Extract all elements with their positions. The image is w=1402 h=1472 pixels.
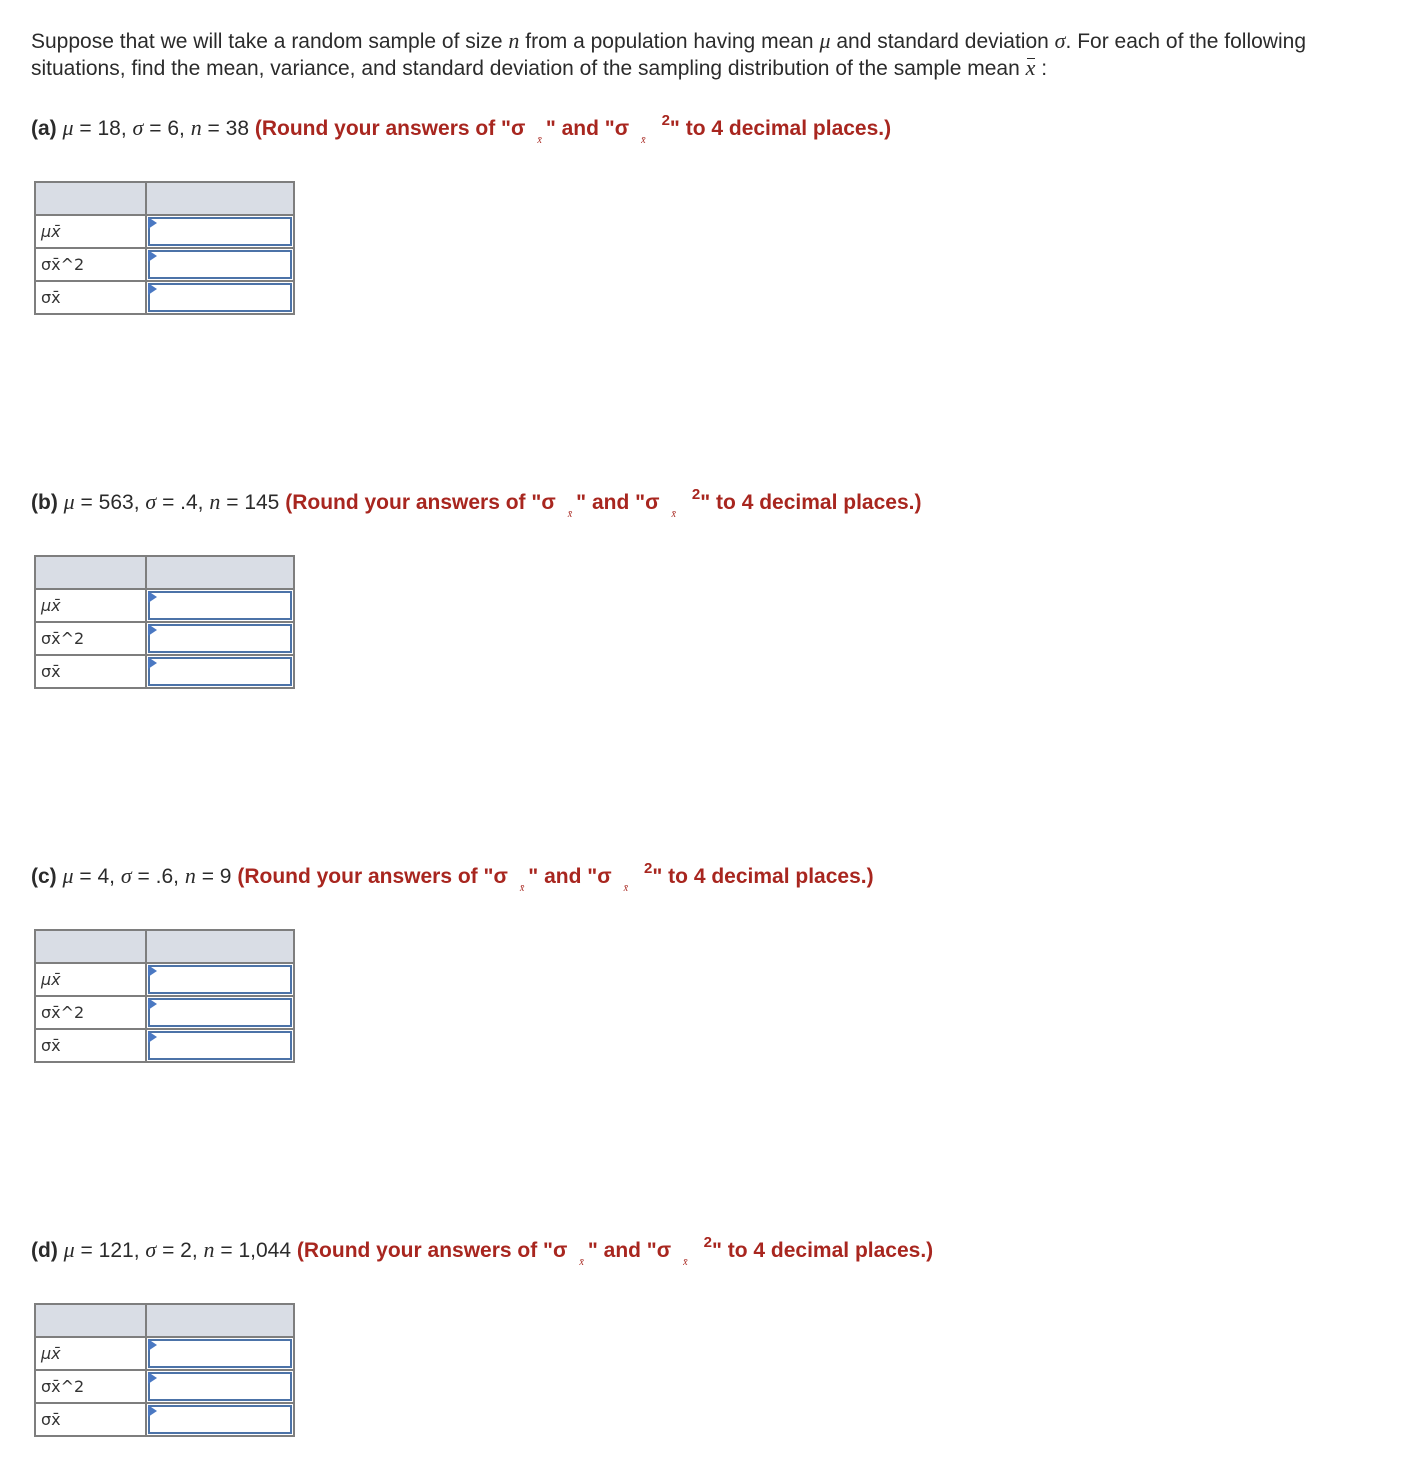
table-row	[35, 1370, 294, 1403]
std-dev-label: σx̄	[35, 655, 146, 688]
sigma-symbol: σ	[132, 115, 144, 140]
part-label: (d)	[31, 1239, 58, 1262]
variance-label: σx̄^2	[35, 996, 146, 1029]
mean-input-box	[148, 1339, 292, 1368]
part-c	[31, 860, 1391, 1055]
table-header-row	[35, 1304, 294, 1337]
part-label: (a)	[31, 117, 57, 140]
table-row	[35, 248, 294, 281]
mean-input[interactable]	[150, 967, 290, 992]
equals: =	[74, 1239, 99, 1262]
equals: =	[214, 1239, 239, 1262]
intro-n-symbol: n	[508, 28, 520, 53]
rounding-instruction: (Round your answers of "$\sigma_{x̄}$" and "$\sigma_{x̄}^2$" to 4 decimal places.)	[296, 1234, 934, 1268]
std-dev-input[interactable]	[150, 285, 290, 310]
answer-flag-icon	[148, 1372, 157, 1384]
intro-sigma-symbol: σ	[1054, 28, 1066, 53]
mean-input-box	[148, 591, 292, 620]
intro-text-1: Suppose that we will take a random sample of size	[31, 30, 509, 53]
table-row	[35, 622, 294, 655]
sigma-symbol: σ	[145, 489, 157, 514]
sigma-value: 6,	[167, 117, 185, 140]
answer-flag-icon	[148, 965, 157, 977]
equals: =	[195, 865, 220, 888]
question-line	[31, 862, 1391, 895]
variance-input-box	[148, 1372, 292, 1401]
variance-input-box	[148, 998, 292, 1027]
table-row	[35, 655, 294, 688]
part-b	[31, 486, 1391, 681]
equals: =	[156, 1239, 181, 1262]
equals: =	[220, 491, 245, 514]
variance-input[interactable]	[150, 626, 290, 651]
answer-flag-icon	[148, 591, 157, 603]
n-symbol: n	[184, 863, 196, 888]
intro-mu-symbol: μ	[819, 28, 831, 53]
n-value: 9	[219, 865, 232, 888]
answer-flag-icon	[148, 217, 157, 229]
answer-flag-icon	[148, 624, 157, 636]
equals: =	[131, 865, 156, 888]
intro-text-2: from a population having mean	[519, 30, 820, 53]
std-dev-input-box	[148, 1031, 292, 1060]
intro-xbar-symbol: x	[1025, 55, 1036, 80]
sigma-value: 2,	[180, 1239, 198, 1262]
part-a	[31, 112, 1391, 307]
variance-input-box	[148, 250, 292, 279]
mu-value: 563,	[98, 491, 140, 514]
part-d	[31, 1234, 1391, 1429]
answer-table	[34, 181, 295, 315]
intro-text-5: :	[1035, 57, 1048, 80]
table-header-row	[35, 930, 294, 963]
equals: =	[143, 117, 168, 140]
n-value: 1,044	[238, 1239, 292, 1262]
mu-value: 18,	[97, 117, 127, 140]
intro-text-3: and standard deviation	[830, 30, 1055, 53]
rounding-instruction: (Round your answers of "$\sigma_{x̄}$" and "$\sigma_{x̄}^2$" to 4 decimal places.)	[285, 486, 922, 520]
mean-label: μx̄	[35, 963, 146, 996]
equals: =	[73, 117, 98, 140]
mean-label: μx̄	[35, 215, 146, 248]
answer-flag-icon	[148, 657, 157, 669]
mean-input-box	[148, 965, 292, 994]
variance-label: σx̄^2	[35, 1370, 146, 1403]
answer-flag-icon	[148, 1339, 157, 1351]
equals: =	[74, 491, 99, 514]
mean-input[interactable]	[150, 1341, 290, 1366]
table-row	[35, 963, 294, 996]
answer-flag-icon	[148, 1405, 157, 1417]
part-label: (b)	[31, 491, 58, 514]
table-header-row	[35, 182, 294, 215]
mean-label: μx̄	[35, 589, 146, 622]
std-dev-input-box	[148, 1405, 292, 1434]
mean-input[interactable]	[150, 593, 290, 618]
variance-input[interactable]	[150, 1000, 290, 1025]
table-row	[35, 215, 294, 248]
sigma-value: .6,	[155, 865, 180, 888]
problem-intro	[31, 28, 1381, 82]
mean-input[interactable]	[150, 219, 290, 244]
std-dev-input-box	[148, 283, 292, 312]
answer-flag-icon	[148, 1031, 157, 1043]
mu-symbol: μ	[63, 1237, 75, 1262]
mean-label: μx̄	[35, 1337, 146, 1370]
rounding-instruction: (Round your answers of "$\sigma_{x̄}$" and "$\sigma_{x̄}^2$" to 4 decimal places.)	[254, 112, 892, 146]
std-dev-label: σx̄	[35, 281, 146, 314]
std-dev-label: σx̄	[35, 1403, 146, 1436]
mu-symbol: μ	[62, 863, 74, 888]
answer-table	[34, 929, 295, 1063]
mu-value: 4,	[97, 865, 116, 888]
n-value: 38	[225, 117, 249, 140]
variance-input-box	[148, 624, 292, 653]
table-header-row	[35, 556, 294, 589]
std-dev-input[interactable]	[150, 1033, 290, 1058]
question-line	[31, 1236, 1391, 1269]
variance-label: σx̄^2	[35, 622, 146, 655]
variance-input[interactable]	[150, 1374, 290, 1399]
table-row	[35, 589, 294, 622]
equals: =	[156, 491, 181, 514]
sigma-value: .4,	[180, 491, 204, 514]
n-symbol: n	[190, 115, 202, 140]
part-label: (c)	[31, 865, 57, 888]
answer-table	[34, 555, 295, 689]
answer-flag-icon	[148, 998, 157, 1010]
std-dev-input[interactable]	[150, 659, 290, 684]
n-value: 145	[244, 491, 280, 514]
equals: =	[73, 865, 98, 888]
mu-symbol: μ	[63, 489, 75, 514]
mu-symbol: μ	[62, 115, 74, 140]
rounding-instruction: (Round your answers of "$\sigma_{x̄}$" and "$\sigma_{x̄}^2$" to 4 decimal places.)	[237, 860, 874, 894]
mean-input-box	[148, 217, 292, 246]
variance-label: σx̄^2	[35, 248, 146, 281]
equals: =	[201, 117, 226, 140]
answer-flag-icon	[148, 250, 157, 262]
table-row	[35, 281, 294, 314]
sigma-symbol: σ	[145, 1237, 157, 1262]
mu-value: 121,	[98, 1239, 140, 1262]
n-symbol: n	[203, 1237, 215, 1262]
intro-text-4: . For each of the following situations, find the mean, variance, and standard deviation of the sampling distribution of the sample mean	[31, 30, 1306, 80]
sigma-symbol: σ	[120, 863, 132, 888]
n-symbol: n	[209, 489, 221, 514]
answer-table	[34, 1303, 295, 1437]
question-line	[31, 488, 1391, 521]
std-dev-input[interactable]	[150, 1407, 290, 1432]
variance-input[interactable]	[150, 252, 290, 277]
table-row	[35, 1337, 294, 1370]
table-row	[35, 996, 294, 1029]
question-line	[31, 114, 1391, 147]
table-row	[35, 1029, 294, 1062]
answer-flag-icon	[148, 283, 157, 295]
table-row	[35, 1403, 294, 1436]
std-dev-label: σx̄	[35, 1029, 146, 1062]
std-dev-input-box	[148, 657, 292, 686]
